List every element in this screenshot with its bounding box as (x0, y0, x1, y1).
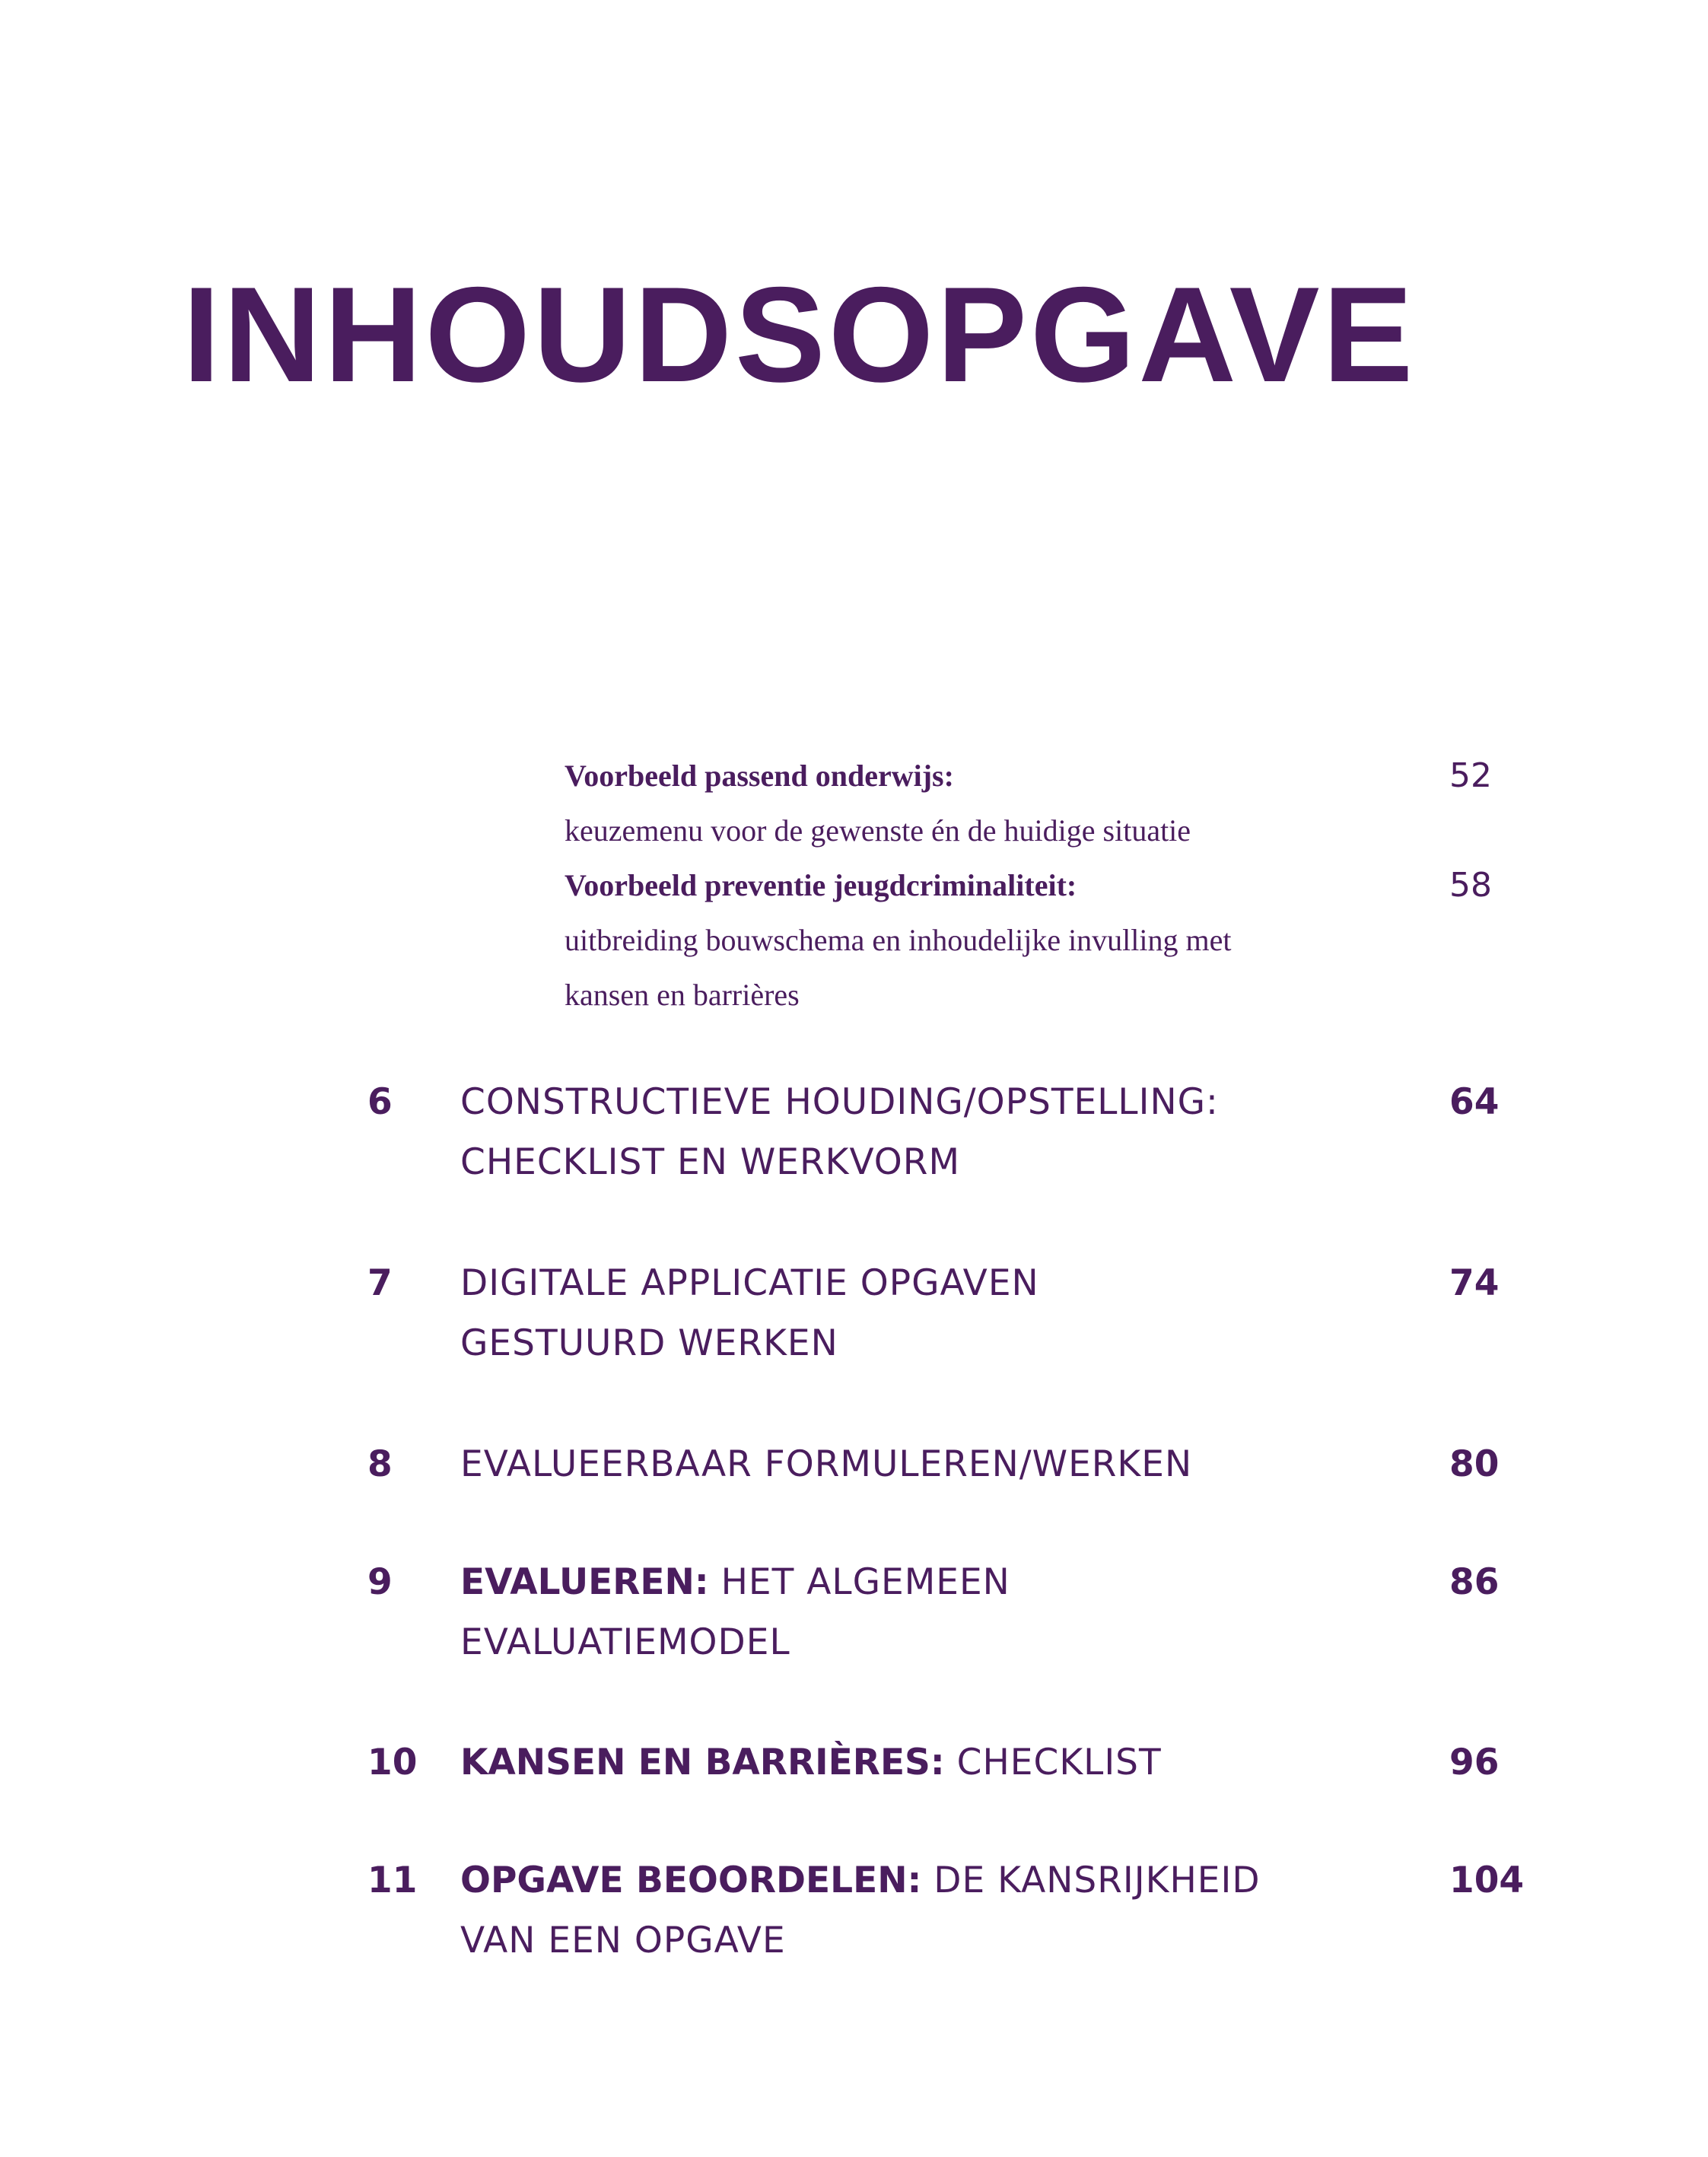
chapter-title[interactable]: OPGAVE BEOORDELEN: DE KANSRIJKHEID (460, 1860, 1261, 1901)
chapter-title[interactable]: EVALUEERBAAR FORMULEREN/WERKEN (460, 1443, 1193, 1485)
chapter-number: 8 (367, 1443, 393, 1485)
chapter-page[interactable]: 80 (1449, 1443, 1500, 1485)
chapter-number: 9 (367, 1561, 393, 1603)
chapter-title-line2[interactable]: GESTUURD WERKEN (460, 1322, 838, 1364)
chapter-page[interactable]: 96 (1449, 1742, 1500, 1783)
chapter-page[interactable]: 64 (1449, 1081, 1500, 1123)
sub-entry-page[interactable]: 58 (1449, 866, 1492, 905)
page-title: INHOUDSOPGAVE (183, 259, 1417, 410)
chapter-title-line2[interactable]: CHECKLIST EN WERKVORM (460, 1141, 960, 1183)
chapter-number: 6 (367, 1081, 393, 1123)
sub-entry-heading[interactable]: Voorbeeld preventie jeugdcriminaliteit: (565, 868, 1077, 902)
chapter-number: 10 (367, 1742, 418, 1783)
chapter-page[interactable]: 104 (1449, 1860, 1525, 1901)
chapter-title[interactable]: KANSEN EN BARRIÈRES: CHECKLIST (460, 1742, 1162, 1783)
chapter-number: 11 (367, 1860, 418, 1901)
chapter-title-line2[interactable]: EVALUATIEMODEL (460, 1621, 790, 1663)
chapter-title[interactable]: EVALUEREN: HET ALGEMEEN (460, 1561, 1010, 1603)
sub-entry-heading[interactable]: Voorbeeld passend onderwijs: (565, 759, 954, 793)
chapter-title[interactable]: DIGITALE APPLICATIE OPGAVEN (460, 1262, 1039, 1304)
chapter-title[interactable]: CONSTRUCTIEVE HOUDING/OPSTELLING: (460, 1081, 1219, 1123)
sub-entry-description: keuzemenu voor de gewenste én de huidige situatie (565, 813, 1191, 848)
chapter-page[interactable]: 86 (1449, 1561, 1500, 1603)
sub-entry-description: kansen en barrières (565, 978, 800, 1012)
chapter-number: 7 (367, 1262, 393, 1304)
sub-entry-page[interactable]: 52 (1449, 756, 1492, 795)
chapter-title-line2[interactable]: VAN EEN OPGAVE (460, 1920, 786, 1961)
sub-entry-description: uitbreiding bouwschema en inhoudelijke invulling met (565, 923, 1232, 957)
chapter-page[interactable]: 74 (1449, 1262, 1500, 1304)
